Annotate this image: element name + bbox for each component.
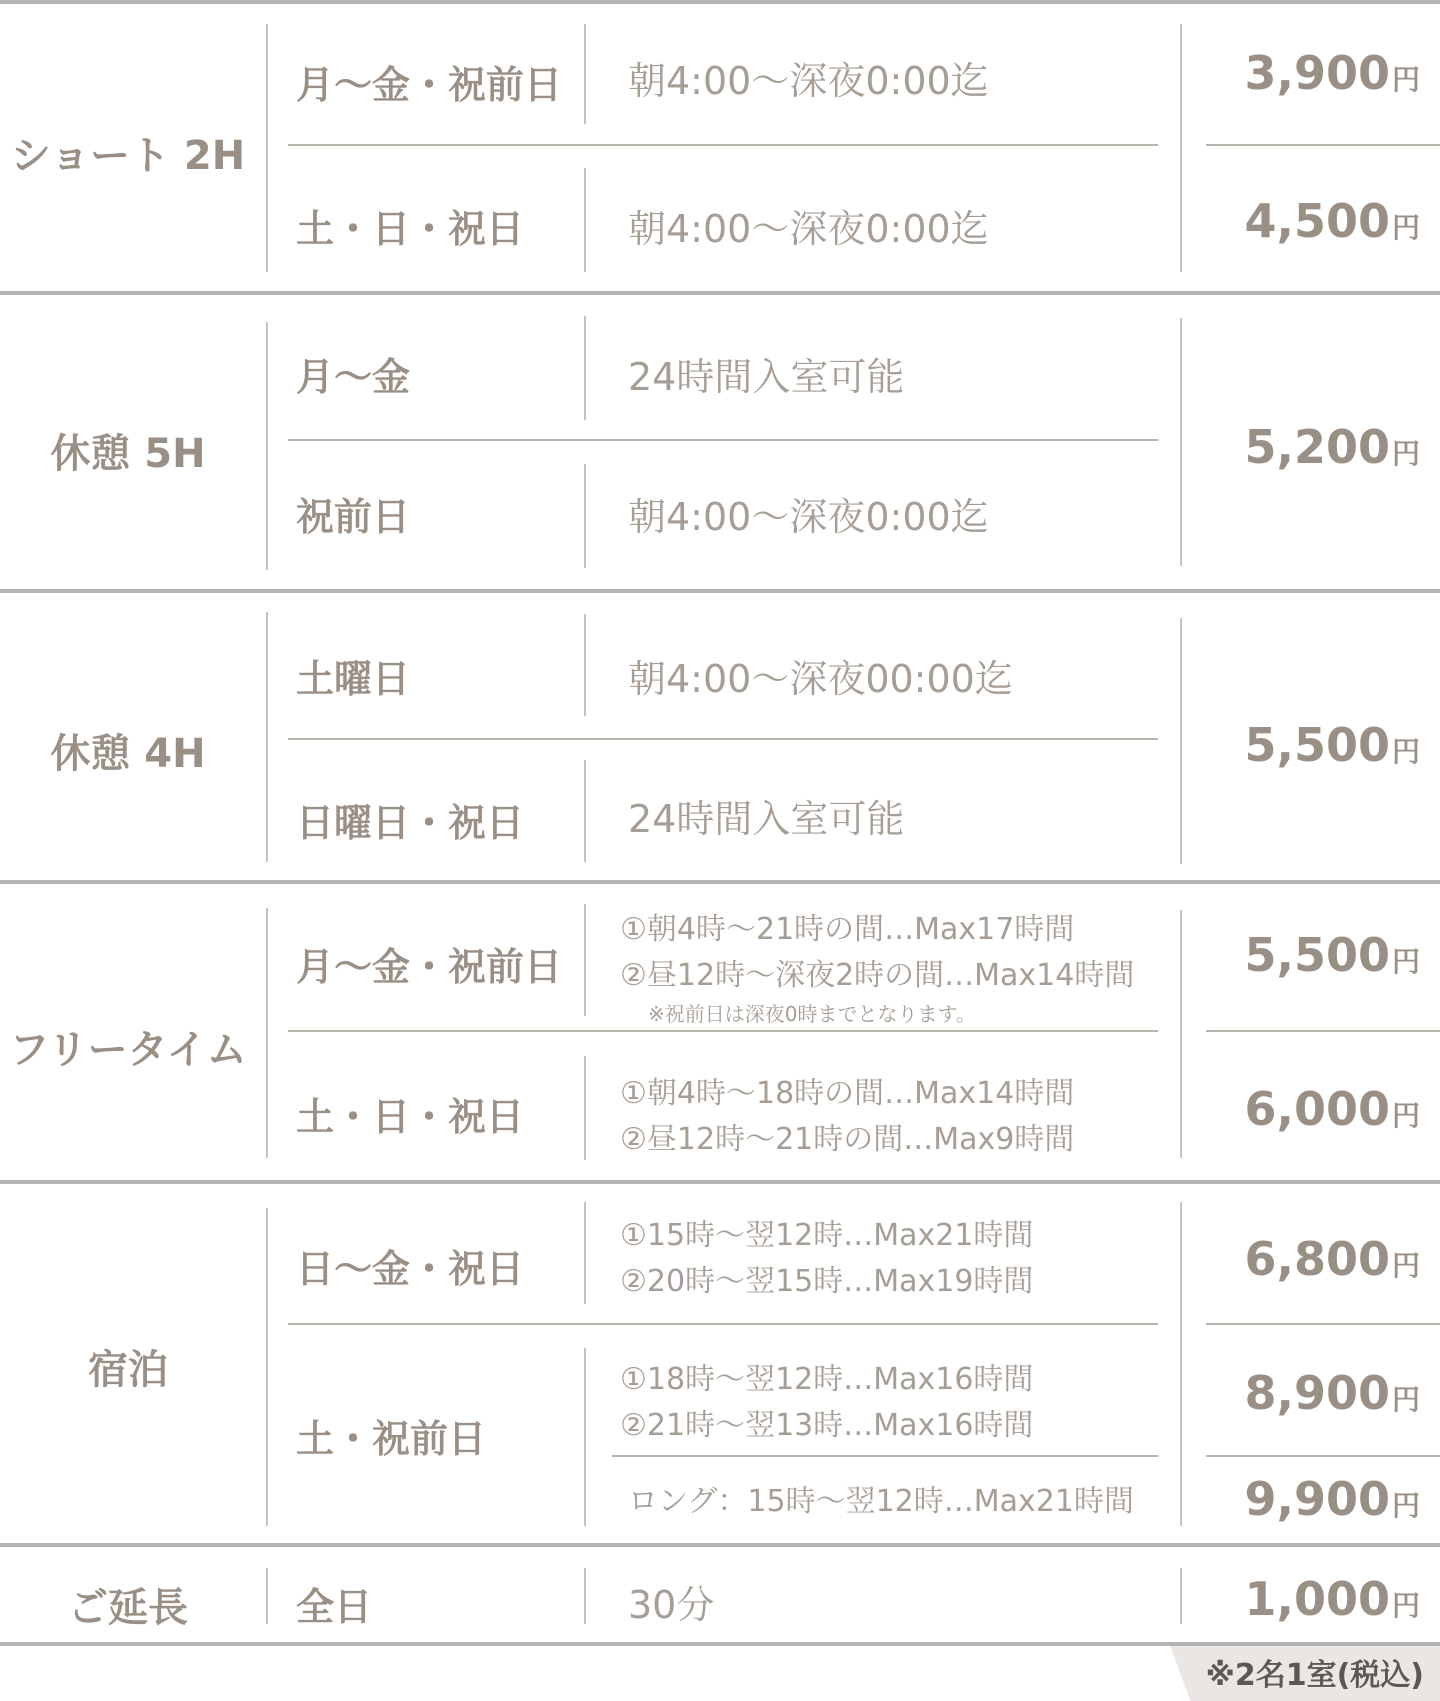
sub-divider [612, 1455, 1158, 1457]
row-divider [0, 1543, 1440, 1547]
price-value: 5,500円 [1244, 928, 1420, 982]
time-range: ①18時〜翌12時…Max16時間 [620, 1362, 1034, 1397]
column-divider [584, 1202, 586, 1304]
sub-divider [1206, 1455, 1440, 1457]
category-label: フリータイム [9, 1027, 247, 1073]
column-divider [584, 760, 586, 862]
column-divider [266, 612, 268, 862]
row-divider [0, 589, 1440, 593]
row-divider [0, 291, 1440, 295]
footer-note: ※2名1室(税込) [1205, 1658, 1424, 1693]
category-label: 宿泊 [88, 1347, 168, 1393]
price-value: 6,800円 [1244, 1232, 1420, 1286]
column-divider [584, 1568, 586, 1624]
days-label: 土・日・祝日 [296, 1095, 525, 1139]
days-label: 月〜金 [296, 355, 411, 399]
days-label: 土・祝前日 [296, 1417, 487, 1461]
days-label: 土・日・祝日 [296, 207, 525, 251]
sub-divider [288, 738, 1158, 740]
time-range: ①15時〜翌12時…Max21時間 [620, 1218, 1034, 1253]
sub-divider [288, 144, 1158, 146]
sub-divider [288, 1030, 1158, 1032]
time-range: 朝4:00〜深夜0:00迄 [628, 59, 989, 103]
column-divider [266, 1568, 268, 1624]
time-range: ②21時〜翌13時…Max16時間 [620, 1408, 1034, 1443]
sub-divider [288, 1323, 1158, 1325]
column-divider [266, 24, 268, 272]
price-value: 6,000円 [1244, 1082, 1420, 1136]
column-divider [1180, 910, 1182, 1158]
column-divider [266, 322, 268, 570]
column-divider [1180, 318, 1182, 566]
column-divider [584, 316, 586, 420]
column-divider [1180, 1202, 1182, 1526]
price-value: 8,900円 [1244, 1366, 1420, 1420]
time-range: ②昼12時〜深夜2時の間…Max14時間 [620, 958, 1135, 993]
column-divider [1180, 1568, 1182, 1624]
column-divider [584, 614, 586, 716]
days-label: 月〜金・祝前日 [296, 945, 563, 989]
time-range: ②20時〜翌15時…Max19時間 [620, 1264, 1034, 1299]
row-divider [0, 1180, 1440, 1184]
row-divider [0, 880, 1440, 884]
time-range: 24時間入室可能 [628, 797, 905, 841]
days-label: 日〜金・祝日 [296, 1247, 525, 1291]
category-label: 休憩 4H [50, 731, 206, 777]
column-divider [266, 1208, 268, 1526]
time-range: ②昼12時〜21時の間…Max9時間 [620, 1122, 1075, 1157]
sub-divider [1206, 144, 1440, 146]
long-time-range: ロング：15時〜翌12時…Max21時間 [628, 1484, 1134, 1519]
column-divider [584, 904, 586, 1016]
row-divider [0, 0, 1440, 4]
sub-divider [1206, 1323, 1440, 1325]
price-value: 1,000円 [1244, 1572, 1420, 1626]
days-label: 祝前日 [296, 495, 411, 539]
days-label: 全日 [296, 1585, 373, 1629]
time-range: 朝4:00〜深夜0:00迄 [628, 207, 989, 251]
time-range: 朝4:00〜深夜0:00迄 [628, 495, 989, 539]
time-range: 朝4:00〜深夜00:00迄 [628, 657, 1013, 701]
days-label: 土曜日 [296, 657, 411, 701]
price-value: 3,900円 [1244, 46, 1420, 100]
price-value: 5,200円 [1244, 420, 1420, 474]
column-divider [584, 1056, 586, 1160]
column-divider [584, 464, 586, 568]
days-label: 月〜金・祝前日 [296, 63, 563, 107]
time-range: ①朝4時〜18時の間…Max14時間 [620, 1076, 1075, 1111]
category-label: 休憩 5H [50, 431, 206, 477]
sub-divider [1206, 1030, 1440, 1032]
days-label: 日曜日・祝日 [296, 801, 525, 845]
price-value: 5,500円 [1244, 718, 1420, 772]
category-label: ショート 2H [10, 133, 246, 179]
price-value: 9,900円 [1244, 1472, 1420, 1526]
sub-divider [288, 439, 1158, 441]
column-divider [1180, 24, 1182, 272]
column-divider [584, 1348, 586, 1526]
column-divider [584, 168, 586, 272]
price-value: 4,500円 [1244, 194, 1420, 248]
row-divider [0, 1642, 1440, 1646]
column-divider [584, 24, 586, 124]
column-divider [266, 908, 268, 1158]
time-range: ①朝4時〜21時の間…Max17時間 [620, 912, 1075, 947]
note-text: ※祝前日は深夜0時までとなります。 [648, 1002, 976, 1026]
time-range: 30分 [628, 1583, 715, 1627]
category-label: ご延長 [68, 1585, 188, 1631]
column-divider [1180, 618, 1182, 864]
time-range: 24時間入室可能 [628, 355, 905, 399]
